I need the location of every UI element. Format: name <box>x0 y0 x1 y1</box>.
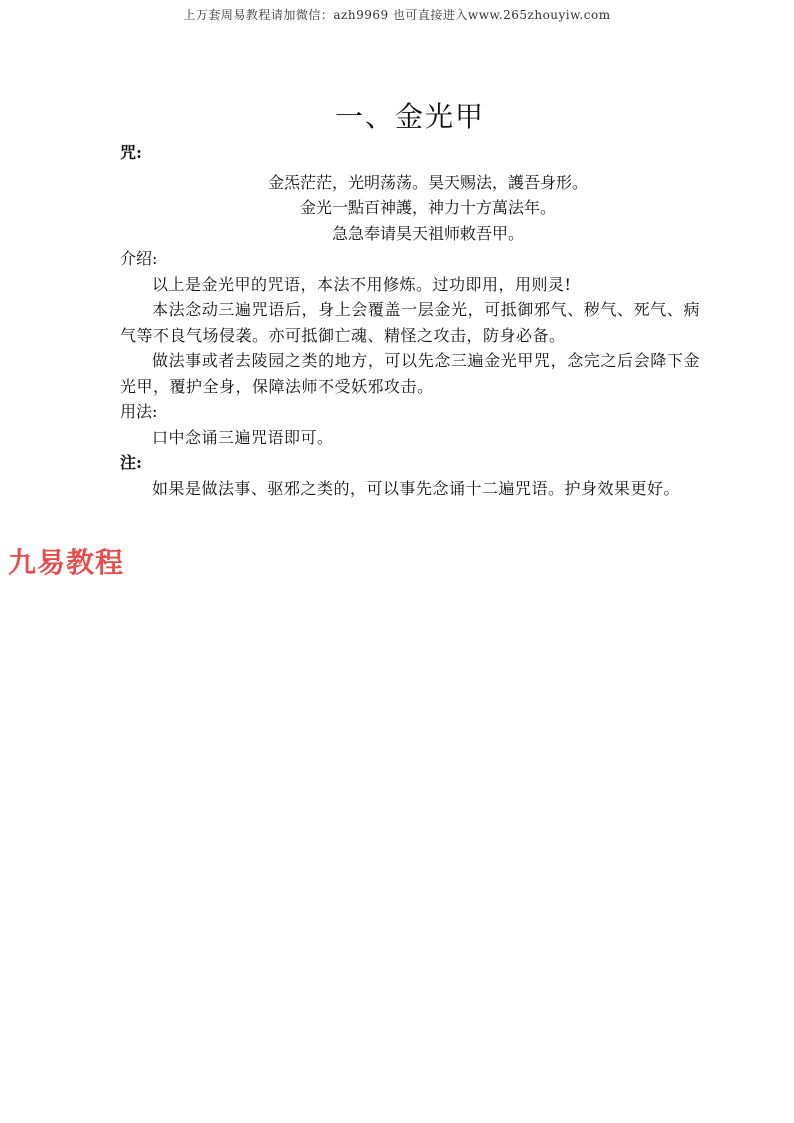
note-label: 注: <box>120 453 142 472</box>
header-note: 上万套周易教程请加微信：azh9969 也可直接进入www.265zhouyiw.com <box>183 8 611 22</box>
mantra-line: 金光一點百神護，神力十方萬法年。 <box>299 198 556 217</box>
intro-label: 介绍: <box>120 249 158 268</box>
mantra-line: 金炁茫茫，光明荡荡。昊天赐法，護吾身形。 <box>267 172 588 192</box>
mantra-label: 咒: <box>120 143 142 162</box>
watermark-logo: 九易教程 <box>8 546 125 579</box>
intro-paragraph: 做法事或者去陵园之类的地方，可以先念三遍金光甲咒，念完之后会降下金光甲，覆护全身，保障法师不受妖邪攻击。 <box>120 351 700 396</box>
document-body <box>120 140 700 501</box>
note-paragraph: 如果是做法事、驱邪之类的，可以事先念诵十二遍咒语。护身效果更好。 <box>152 478 681 498</box>
intro-paragraph: 以上是金光甲的咒语，本法不用修炼。过功即用，用则灵! <box>152 274 572 294</box>
usage-label: 用法: <box>120 402 158 421</box>
usage-paragraph: 口中念诵三遍咒语即可。 <box>152 427 334 447</box>
mantra-line: 急急奉请昊天祖师敕吾甲。 <box>331 223 524 243</box>
intro-paragraph: 本法念动三遍咒语后，身上会覆盖一层金光，可抵御邪气、秽气、死气、病气等不良气场侵袭。亦可抵御亡魂、精怪之攻击，防身必备。 <box>120 300 700 345</box>
mantra-block <box>120 170 700 247</box>
page-title: 一、金光甲 <box>334 100 485 133</box>
